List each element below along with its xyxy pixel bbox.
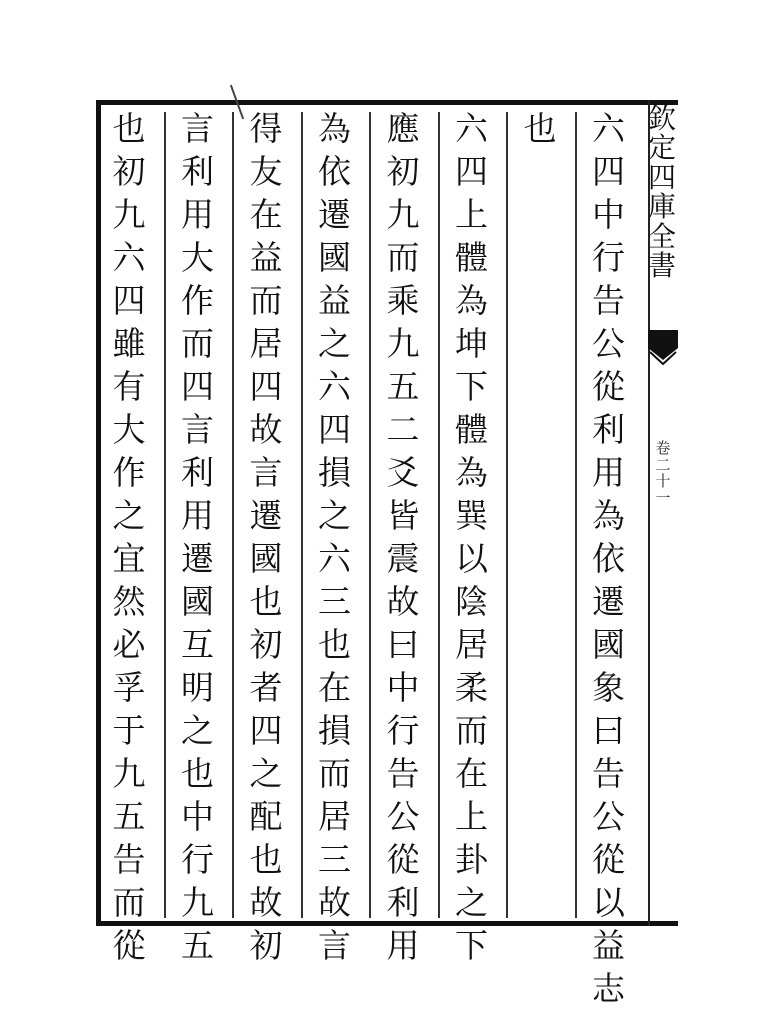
column-text: 言 利 用 大 作 而 四 言 利 用 遷 國 互 明 之 也 中 行 九 五	[181, 109, 214, 965]
fish-tail-mark-icon	[648, 330, 678, 366]
column-rule	[506, 112, 508, 918]
text-column	[507, 109, 573, 918]
text-column	[370, 109, 436, 965]
column-text: 六 四 中 行 告 公 從 利 用 為 依 遷 國 象 曰 告 公 從 以 益 志	[592, 109, 625, 1008]
column-rule	[369, 112, 371, 918]
book-title: 欽 定 四 庫 全 書	[648, 102, 677, 282]
column-text: 六 四 上 體 為 坤 下 體 為 巽 以 陰 居 柔 而 在 上 卦 之 下	[455, 109, 488, 965]
volume-label: 卷 二 十 一	[655, 439, 671, 507]
column-text: 也	[523, 109, 557, 148]
column-rule	[575, 112, 577, 918]
column-text: 為 依 遷 國 益 之 六 四 損 之 六 三 也 在 損 而 居 三 故 言	[318, 109, 351, 965]
text-column	[576, 109, 642, 1008]
column-text: 也 初 九 六 四 雖 有 大 作 之 宜 然 必 孚 于 九 五 告 而 從	[112, 109, 146, 965]
text-column	[439, 109, 505, 965]
text-column	[165, 109, 231, 965]
column-text: 應 初 九 而 乘 九 五 二 爻 皆 震 故 曰 中 行 告 公 從 利 用	[386, 109, 420, 965]
text-column	[96, 109, 162, 965]
column-rule	[301, 112, 303, 918]
column-rule	[164, 112, 166, 918]
column-text: 得 友 在 益 而 居 四 故 言 遷 國 也 初 者 四 之 配 也 故 初	[249, 109, 283, 965]
column-rule	[438, 112, 440, 918]
column-rule	[232, 112, 234, 918]
text-column	[302, 109, 368, 965]
text-column	[233, 109, 299, 965]
